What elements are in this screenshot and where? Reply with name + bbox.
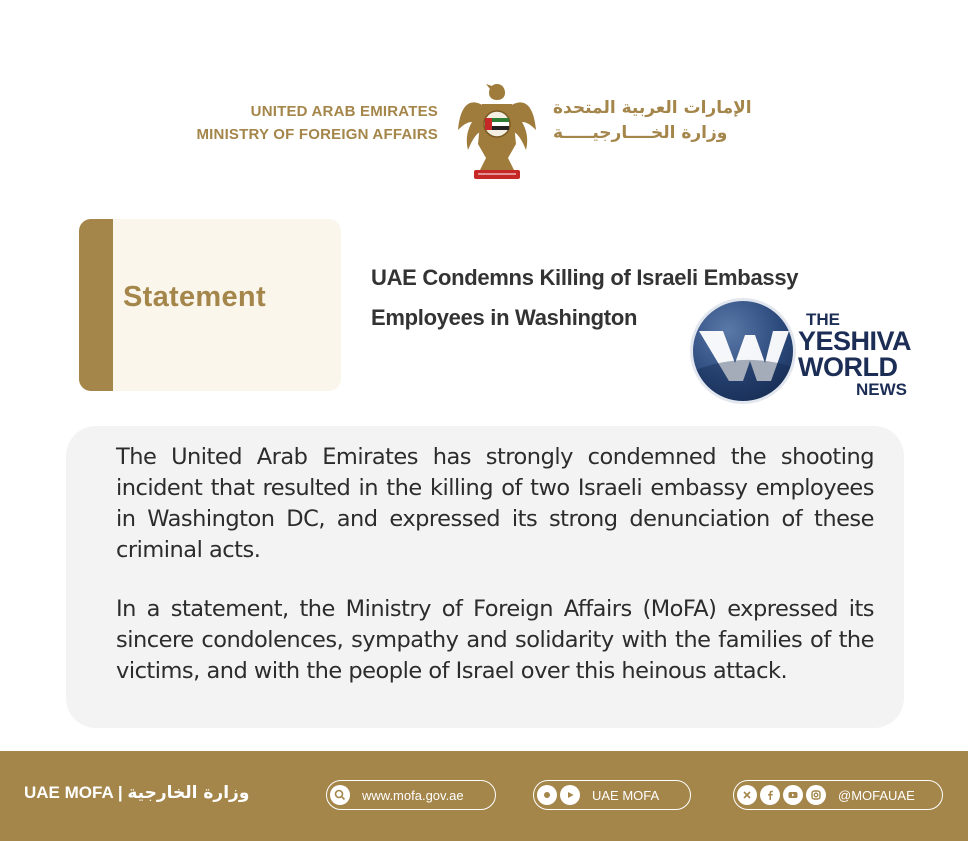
- headline-line-2: Employees in Washington: [371, 305, 638, 330]
- ministry-header: [0, 78, 968, 188]
- footer-brand-en: UAE MOFA: [24, 783, 114, 802]
- yeshiva-world-w-icon: [690, 298, 796, 404]
- footer-brand-ar: وزارة الخارجية: [127, 783, 250, 803]
- video-channel-name: UAE MOFA: [592, 787, 660, 803]
- headline-line-1: UAE Condemns Killing of Israeli Embassy: [371, 265, 799, 290]
- falcon-emblem-icon: [454, 78, 540, 182]
- body-paragraph-2: In a statement, the Ministry of Foreign Affairs (MoFA) expressed its sincere condolences, sympathy and solidarity with the families of the victims, and with the people of Israel over this heinous attack.: [116, 596, 874, 684]
- watermark-the: THE: [806, 310, 840, 329]
- ministry-country-en: UNITED ARAB EMIRATES: [250, 103, 438, 120]
- statement-badge: [79, 219, 341, 391]
- body-paragraph-1: The United Arab Emirates has strongly condemned the shooting incident that resulted in the killing of two Israeli embassy employees in Washington DC, and expressed its strong denunciation of these criminal acts.: [116, 444, 874, 563]
- ministry-name-arabic: [553, 96, 752, 146]
- social-media-link[interactable]: [733, 780, 943, 810]
- play-icon: [560, 785, 580, 805]
- instagram-icon: [806, 785, 826, 805]
- x-icon: [737, 785, 757, 805]
- statement-body-card: [66, 426, 904, 728]
- footer-brand: [24, 783, 249, 803]
- ministry-name-english: [196, 100, 438, 146]
- ministry-title-en: MINISTRY OF FOREIGN AFFAIRS: [196, 126, 438, 143]
- social-handle: @MOFAUAE: [838, 787, 915, 803]
- footer-separator: |: [117, 783, 123, 802]
- statement-label: Statement: [123, 281, 266, 313]
- footer-bar: [0, 751, 968, 841]
- search-icon: [330, 785, 350, 805]
- yeshiva-world-news-logo: [690, 298, 930, 406]
- facebook-icon: [760, 785, 780, 805]
- video-channel-link[interactable]: [533, 780, 691, 810]
- statement-accent-bar: [79, 219, 113, 391]
- website-link[interactable]: [326, 780, 496, 810]
- website-url: www.mofa.gov.ae: [362, 787, 464, 803]
- ministry-country-ar: الإمارات العربية المتحدة: [553, 98, 752, 118]
- youtube-icon: [783, 785, 803, 805]
- camera-icon: [537, 785, 557, 805]
- watermark-yeshiva: YESHIVA: [798, 326, 912, 356]
- watermark-news: NEWS: [856, 380, 907, 399]
- watermark-world: WORLD: [798, 352, 898, 382]
- ministry-title-ar: وزارة الخــــارجيـــــة: [553, 123, 728, 143]
